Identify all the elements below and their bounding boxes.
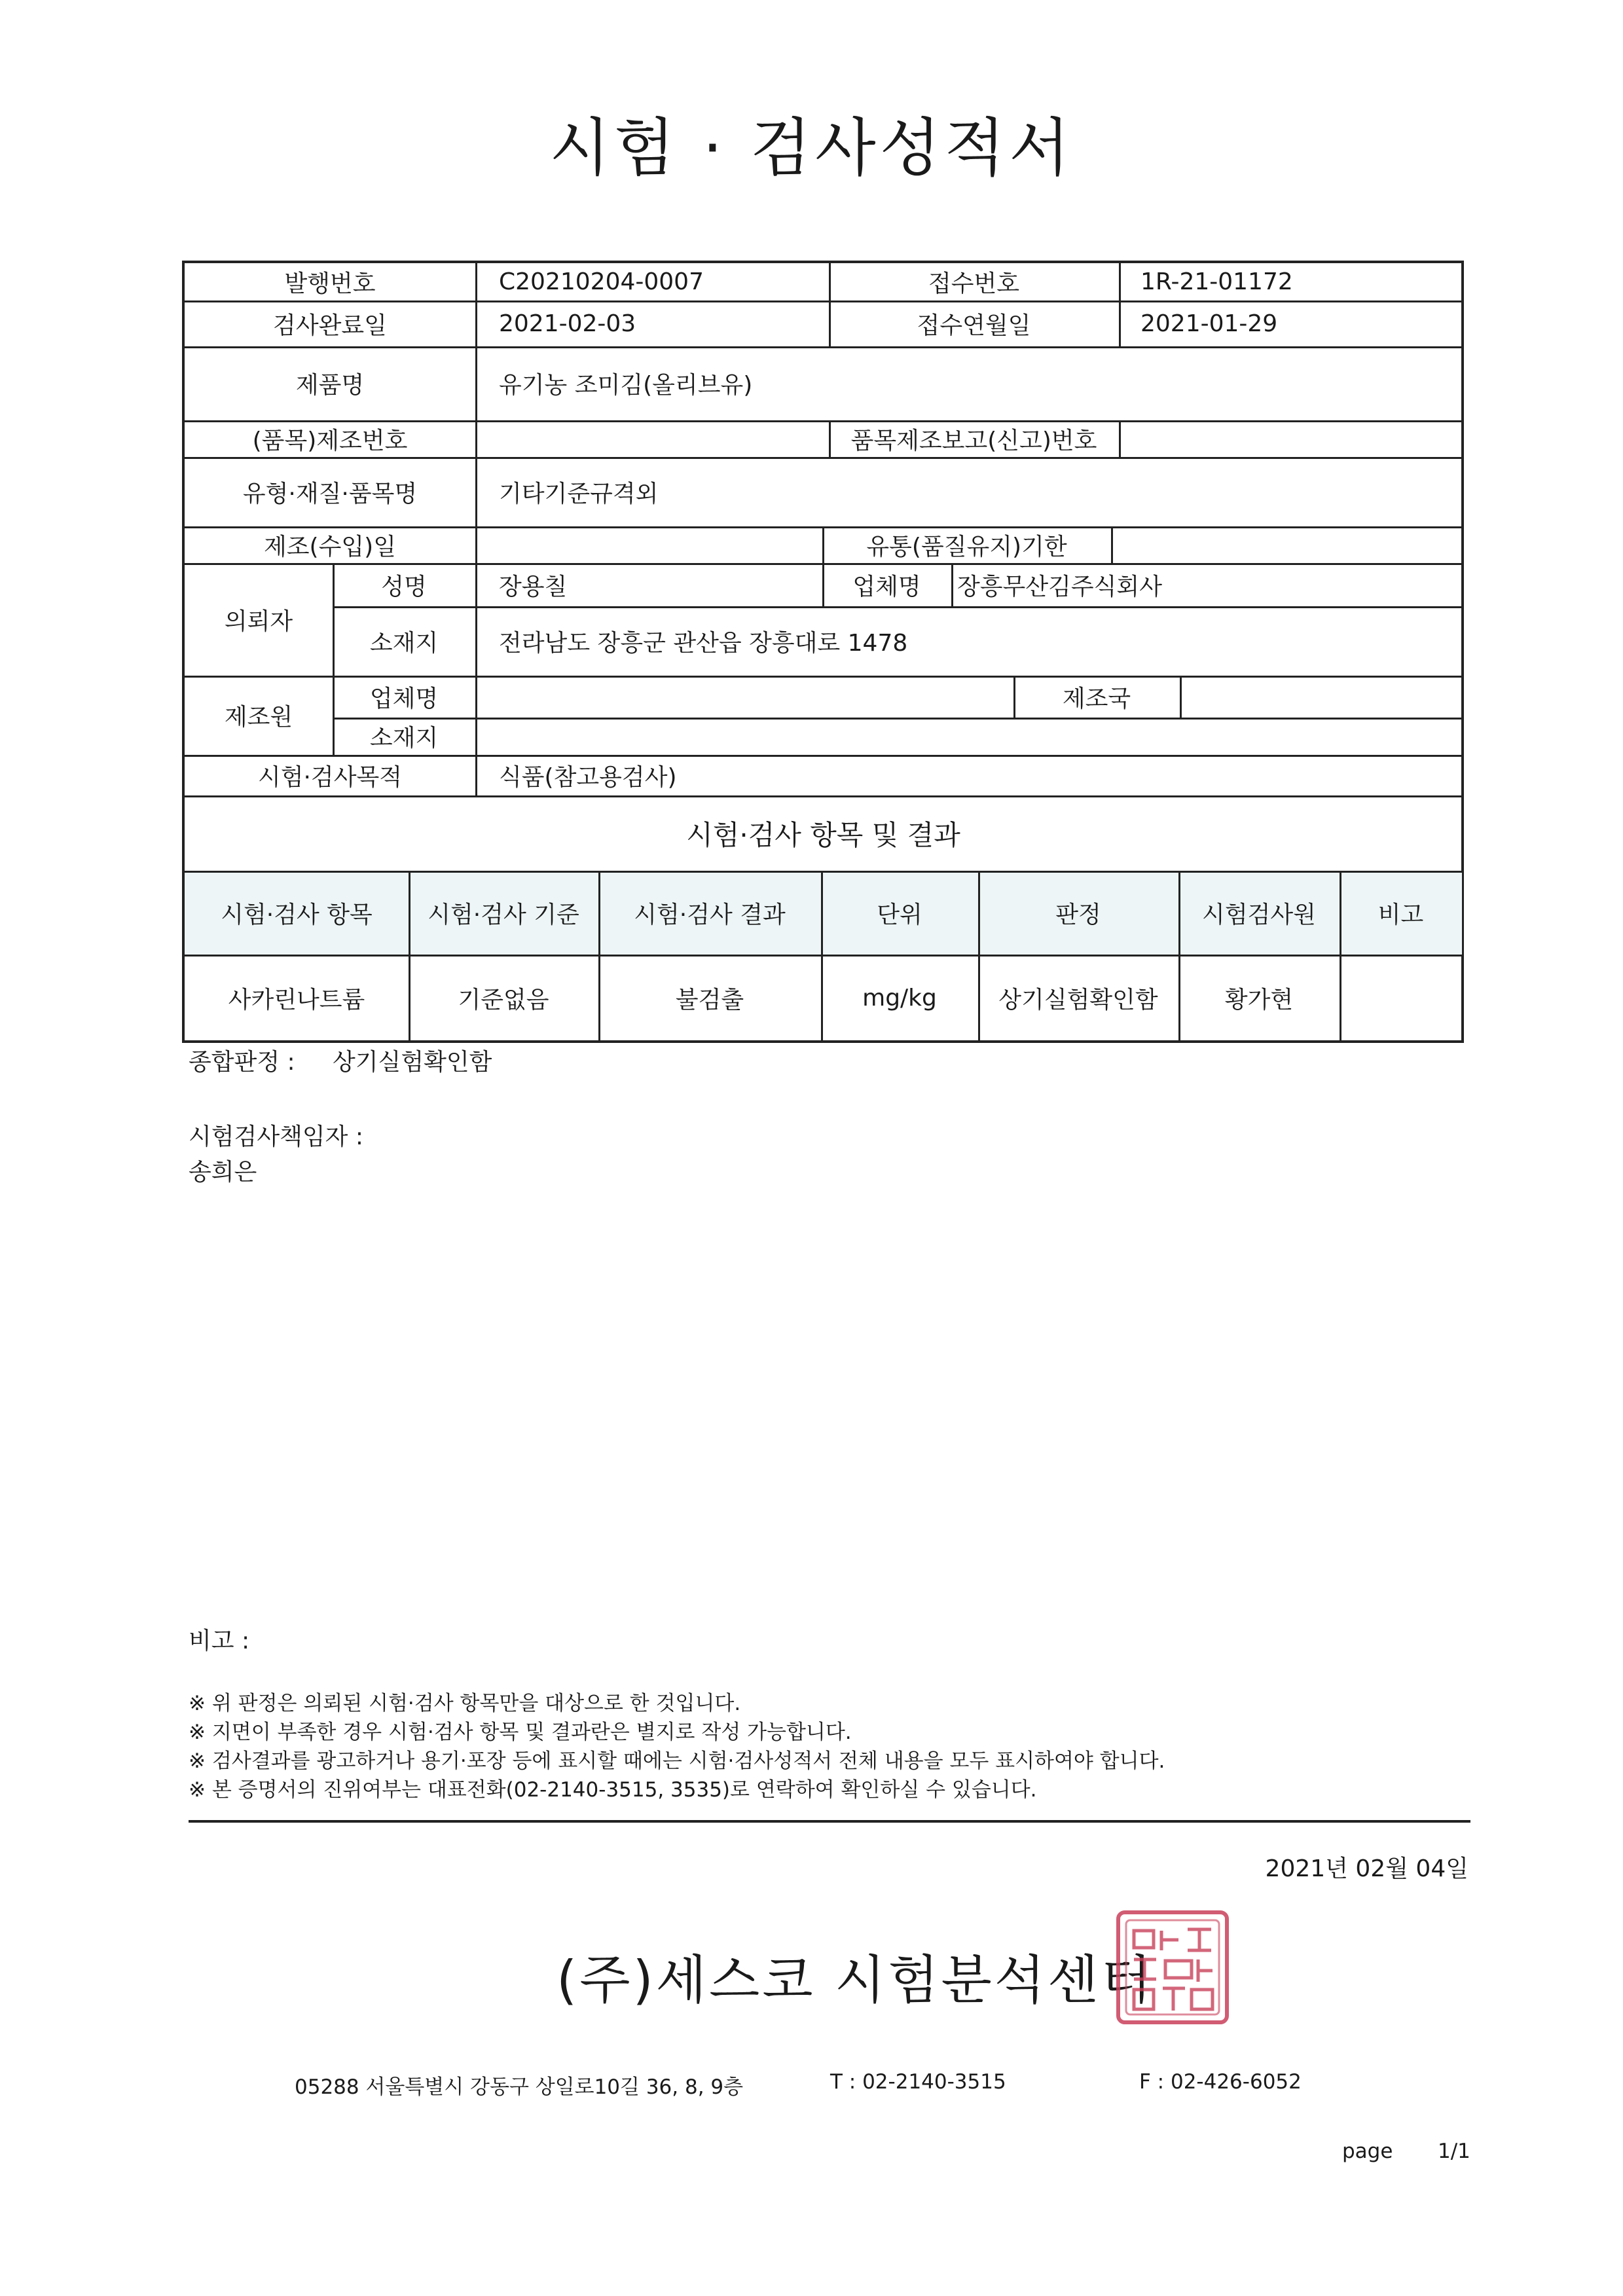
client-label: 의뢰자 <box>224 608 293 635</box>
type-value: 기타기준규격외 <box>499 480 659 507</box>
manufacturer-address-label: 소재지 <box>369 725 439 752</box>
results-section-title: 시험·검사 항목 및 결과 <box>686 818 960 851</box>
results-header-unit: 단위 <box>877 901 922 928</box>
overall-judgment-label: 종합판정 : <box>189 1049 295 1076</box>
manufacturer-address-value <box>499 718 1415 755</box>
item-report-no-label: 품목제조보고(신고)번호 <box>850 427 1097 454</box>
product-name-value: 유기농 조미김(올리브유) <box>499 372 753 399</box>
note-line: ※ 지면이 부족한 경우 시험·검사 항목 및 결과란은 별지로 작성 가능합니다. <box>189 1721 852 1744</box>
client-company-label: 업체명 <box>852 573 921 600</box>
footer-tel: T : 02-2140-3515 <box>830 2070 1006 2094</box>
company-name: (주)세스코 시험분석센터 <box>556 1950 1154 2011</box>
results-header-standard: 시험·검사 기준 <box>428 901 579 928</box>
expiry-value <box>1134 526 1455 563</box>
manufacturer-country-label: 제조국 <box>1062 685 1131 712</box>
receipt-no-value: 1R-21-01172 <box>1140 268 1293 295</box>
manufacturer-label: 제조원 <box>224 704 293 731</box>
type-label: 유형·재질·품목명 <box>242 480 418 507</box>
issue-no-label: 발행번호 <box>284 270 376 297</box>
results-header-result: 시험·검사 결과 <box>634 901 786 928</box>
note-line: ※ 위 판정은 의뢰된 시험·검사 항목만을 대상으로 한 것입니다. <box>189 1692 741 1715</box>
purpose-label: 시험·검사목적 <box>257 763 403 791</box>
issue-date: 2021년 02월 04일 <box>1265 1855 1468 1882</box>
result-inspector: 황가현 <box>1224 986 1294 1013</box>
results-header-judgment: 판정 <box>1055 901 1101 928</box>
footer-fax: F : 02-426-6052 <box>1139 2070 1302 2094</box>
manufacturer-country-value <box>1199 676 1455 718</box>
result-unit: mg/kg <box>862 984 937 1011</box>
result-remarks <box>1340 955 1462 1041</box>
mfg-date-value <box>499 526 820 563</box>
client-name-label: 성명 <box>381 573 427 600</box>
footer-address: 05288 서울특별시 강동구 상일로10길 36, 8, 9층 <box>295 2075 744 2099</box>
result-value: 불검출 <box>675 986 744 1013</box>
receipt-date-label: 접수연월일 <box>917 312 1031 339</box>
responsible-name: 송희은 <box>189 1159 257 1186</box>
document-title: 시험 · 검사성적서 <box>549 111 1074 185</box>
client-company-value: 장흥무산김주식회사 <box>957 573 1162 600</box>
receipt-date-value: 2021-01-29 <box>1140 310 1278 337</box>
manufacturer-company-label: 업체명 <box>369 685 439 712</box>
manufacturer-company-value <box>499 676 1010 718</box>
note-line: ※ 검사결과를 광고하거나 용기·포장 등에 표시할 때에는 시험·검사성적서 전체 내용을 모두 표시하여야 합니다. <box>189 1749 1165 1773</box>
receipt-no-label: 접수번호 <box>928 270 1020 297</box>
divider-line <box>189 1820 1470 1823</box>
report-form-table <box>182 261 1464 1043</box>
client-address-label: 소재지 <box>369 629 439 657</box>
expiry-label: 유통(품질유지)기한 <box>866 533 1067 560</box>
purpose-value: 식품(참고용검사) <box>499 763 677 791</box>
page-number: 1/1 <box>1438 2140 1470 2163</box>
mfg-date-label: 제조(수입)일 <box>264 533 396 560</box>
client-name-value: 장용칠 <box>499 573 568 600</box>
notes-list <box>189 1689 1165 1804</box>
completion-date-label: 검사완료일 <box>273 312 387 339</box>
result-item: 사카린나트륨 <box>228 986 365 1013</box>
responsible-label: 시험검사책임자 : <box>189 1123 364 1150</box>
item-mfg-no-label: (품목)제조번호 <box>252 427 408 454</box>
overall-judgment-value: 상기실험확인함 <box>333 1049 492 1076</box>
issue-no-value: C20210204-0007 <box>499 268 704 295</box>
results-header-item: 시험·검사 항목 <box>221 901 373 928</box>
note-line: ※ 본 증명서의 진위여부는 대표전화(02-2140-3515, 3535)로 연락하여 확인하실 수 있습니다. <box>189 1778 1037 1802</box>
company-seal-stamp <box>1114 1908 1231 2026</box>
result-standard: 기준없음 <box>458 986 549 1013</box>
result-judgment: 상기실험확인함 <box>998 986 1158 1013</box>
client-address-value: 전라남도 장흥군 관산읍 장흥대로 1478 <box>499 629 908 657</box>
item-report-no-value <box>1140 420 1455 457</box>
remarks-label: 비고 : <box>189 1628 250 1654</box>
results-header-remarks: 비고 <box>1377 901 1424 928</box>
completion-date-value: 2021-02-03 <box>499 310 636 337</box>
results-header-inspector: 시험검사원 <box>1202 901 1316 928</box>
item-mfg-no-value <box>499 420 826 457</box>
product-name-label: 제품명 <box>295 372 365 399</box>
page-label: page <box>1342 2140 1393 2163</box>
